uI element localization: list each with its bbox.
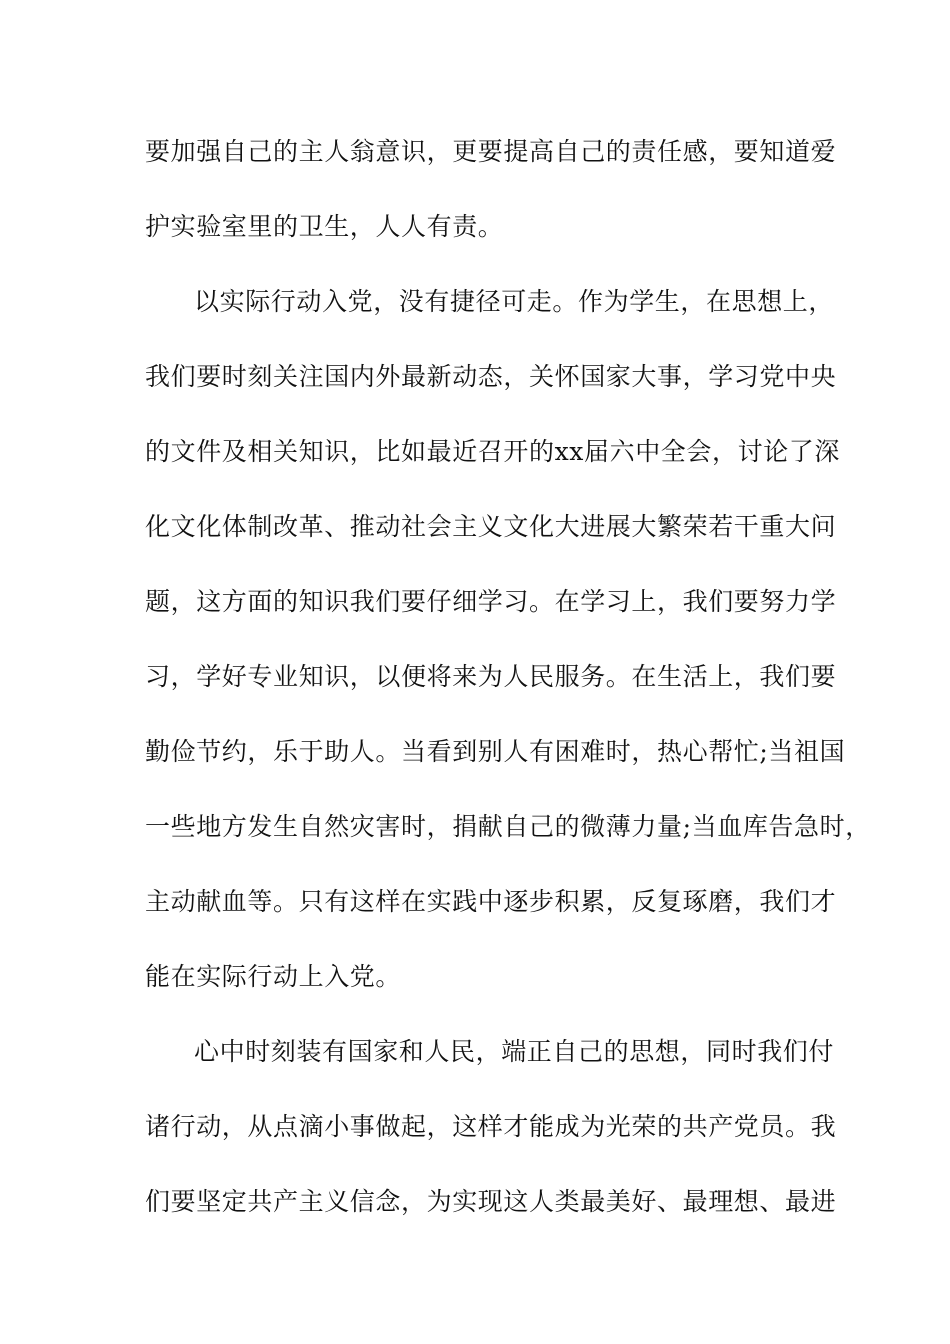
text-line: 勤俭节约，乐于助人。当看到别人有困难时，热心帮忙;当祖国 — [145, 737, 846, 766]
text-line: 诸行动，从点滴小事做起，这样才能成为光荣的共产党员。我 — [145, 1112, 837, 1141]
text-line: 主动献血等。只有这样在实践中逐步积累，反复琢磨，我们才 — [145, 887, 837, 916]
text-line: 要加强自己的主人翁意识，更要提高自己的责任感，要知道爱 — [145, 137, 837, 166]
text-line: 化文化体制改革、推动社会主义文化大进展大繁荣若干重大问 — [145, 512, 837, 541]
text-line: 们要坚定共产主义信念，为实现这人类最美好、最理想、最进 — [145, 1187, 837, 1216]
paragraph-start-line: 心中时刻装有国家和人民，端正自己的思想，同时我们付 — [194, 1037, 835, 1066]
text-line: 我们要时刻关注国内外最新动态，关怀国家大事，学习党中央 — [145, 362, 837, 391]
text-line: 能在实际行动上入党。 — [145, 962, 402, 991]
text-line: 习，学好专业知识，以便将来为人民服务。在生活上，我们要 — [145, 662, 837, 691]
text-line: 题，这方面的知识我们要仔细学习。在学习上，我们要努力学 — [145, 587, 837, 616]
text-line: 护实验室里的卫生，人人有责。 — [145, 212, 504, 241]
paragraph-start-line: 以实际行动入党，没有捷径可走。作为学生，在思想上， — [194, 287, 835, 316]
text-line: 一些地方发生自然灾害时，捐献自己的微薄力量;当血库告急时， — [145, 812, 871, 841]
text-line: 的文件及相关知识，比如最近召开的xx届六中全会，讨论了深 — [145, 437, 841, 466]
